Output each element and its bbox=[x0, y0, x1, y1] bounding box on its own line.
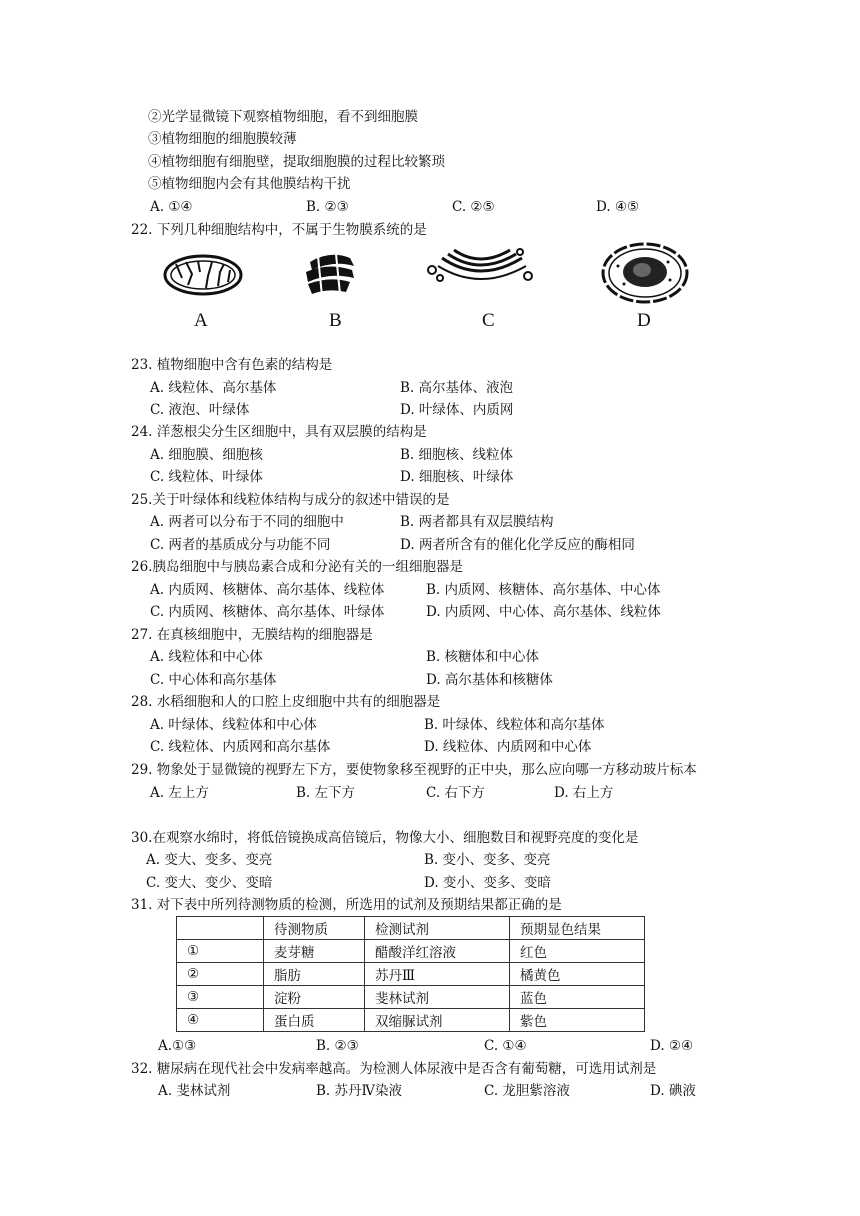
table-cell: 红色 bbox=[510, 940, 645, 963]
table-row bbox=[177, 963, 645, 986]
q26-option-d: D. 内质网、中心体、高尔基体、线粒体 bbox=[426, 604, 661, 620]
q30-option-a: A. 变大、变多、变亮 bbox=[146, 852, 273, 868]
q29-stem: 29. 物象处于显微镜的视野左下方，要使物象移至视野的正中央，那么应向哪一方移动玻片标本 bbox=[131, 762, 697, 778]
table-cell: 苏丹Ⅲ bbox=[365, 963, 510, 986]
q21-option-d: D. ④⑤ bbox=[596, 199, 640, 215]
q30-option-c: C. 变大、变少、变暗 bbox=[146, 875, 273, 891]
q21-item-3: ③植物细胞的细胞膜较薄 bbox=[148, 131, 297, 147]
q23-option-b: B. 高尔基体、液泡 bbox=[400, 380, 514, 396]
q28-option-b: B. 叶绿体、线粒体和高尔基体 bbox=[424, 717, 605, 733]
table-cell: ① bbox=[177, 940, 264, 963]
q27-stem: 27. 在真核细胞中，无膜结构的细胞器是 bbox=[131, 627, 373, 643]
table-row bbox=[177, 986, 645, 1009]
reagent-table bbox=[176, 916, 645, 1032]
q31-option-d: D. ②④ bbox=[650, 1038, 694, 1054]
table-cell: 淀粉 bbox=[264, 986, 365, 1009]
table-header-cell: 检测试剂 bbox=[365, 917, 510, 940]
table-cell: 橘黄色 bbox=[510, 963, 645, 986]
figure-label-d: D bbox=[637, 310, 651, 331]
q21-item-5: ⑤植物细胞内会有其他膜结构干扰 bbox=[148, 176, 351, 192]
q21-option-b: B. ②③ bbox=[306, 199, 349, 215]
q25-option-b: B. 两者都具有双层膜结构 bbox=[400, 514, 554, 530]
q24-option-a: A. 细胞膜、细胞核 bbox=[150, 447, 263, 463]
q27-option-b: B. 核糖体和中心体 bbox=[426, 649, 540, 665]
q26-option-a: A. 内质网、核糖体、高尔基体、线粒体 bbox=[150, 582, 385, 598]
q29-option-c: C. 右下方 bbox=[426, 785, 485, 801]
q26-option-c: C. 内质网、核糖体、高尔基体、叶绿体 bbox=[150, 604, 385, 620]
q31-option-c: C. ①④ bbox=[484, 1038, 527, 1054]
q26-option-b: B. 内质网、核糖体、高尔基体、中心体 bbox=[426, 582, 661, 598]
q29-option-d: D. 右上方 bbox=[554, 785, 614, 801]
q21-item-4: ④植物细胞有细胞壁，提取细胞膜的过程比较繁琐 bbox=[148, 154, 445, 170]
q32-option-a: A. 斐林试剂 bbox=[158, 1083, 231, 1099]
q31-option-a: A.①③ bbox=[158, 1038, 197, 1054]
q21-item-2: ②光学显微镜下观察植物细胞，看不到细胞膜 bbox=[148, 109, 418, 125]
q28-option-a: A. 叶绿体、线粒体和中心体 bbox=[150, 717, 317, 733]
q23-stem: 23. 植物细胞中含有色素的结构是 bbox=[131, 357, 333, 373]
mitochondrion-figure bbox=[162, 252, 244, 298]
q21-option-c: C. ②⑤ bbox=[452, 199, 495, 215]
q22-stem: 22. 下列几种细胞结构中，不属于生物膜系统的是 bbox=[131, 222, 427, 238]
q32-option-c: C. 龙胆紫溶液 bbox=[484, 1083, 570, 1099]
q23-option-d: D. 叶绿体、内质网 bbox=[400, 402, 514, 418]
table-cell: ② bbox=[177, 963, 264, 986]
q24-option-d: D. 细胞核、叶绿体 bbox=[400, 469, 514, 485]
table-row bbox=[177, 940, 645, 963]
q32-stem: 32. 糖尿病在现代社会中发病率越高。为检测人体尿液中是否含有葡萄糖，可选用试剂是 bbox=[131, 1061, 657, 1077]
q25-option-c: C. 两者的基质成分与功能不同 bbox=[150, 537, 331, 553]
q31-stem: 31. 对下表中所列待测物质的检测，所选用的试剂及预期结果都正确的是 bbox=[131, 897, 562, 913]
q30-stem: 30.在观察水绵时，将低倍镜换成高倍镜后，物像大小、细胞数目和视野亮度的变化是 bbox=[131, 830, 639, 846]
q27-option-a: A. 线粒体和中心体 bbox=[150, 649, 263, 665]
q24-option-c: C. 线粒体、叶绿体 bbox=[150, 469, 263, 485]
q21-option-a: A. ①④ bbox=[150, 199, 193, 215]
table-cell: 蓝色 bbox=[510, 986, 645, 1009]
figure-label-b: B bbox=[329, 310, 342, 331]
table-header-cell bbox=[177, 917, 264, 940]
table-header-cell: 待测物质 bbox=[264, 917, 365, 940]
q25-option-a: A. 两者可以分布于不同的细胞中 bbox=[150, 514, 344, 530]
q27-option-d: D. 高尔基体和核糖体 bbox=[426, 672, 553, 688]
q28-stem: 28. 水稻细胞和人的口腔上皮细胞中共有的细胞器是 bbox=[131, 694, 441, 710]
table-header-row bbox=[177, 917, 645, 940]
table-row bbox=[177, 1009, 645, 1032]
table-cell: 醋酸洋红溶液 bbox=[365, 940, 510, 963]
figure-label-c: C bbox=[482, 310, 495, 331]
q25-option-d: D. 两者所含有的催化化学反应的酶相同 bbox=[400, 537, 635, 553]
q32-option-d: D. 碘液 bbox=[650, 1083, 696, 1099]
nucleus-figure bbox=[598, 240, 692, 306]
q25-stem: 25.关于叶绿体和线粒体结构与成分的叙述中错误的是 bbox=[131, 492, 450, 508]
q24-stem: 24. 洋葱根尖分生区细胞中，具有双层膜的结构是 bbox=[131, 424, 427, 440]
q30-option-d: D. 变小、变多、变暗 bbox=[424, 875, 551, 891]
q31-option-b: B. ②③ bbox=[316, 1038, 359, 1054]
q29-option-a: A. 左上方 bbox=[150, 785, 209, 801]
q27-option-c: C. 中心体和高尔基体 bbox=[150, 672, 277, 688]
q24-option-b: B. 细胞核、线粒体 bbox=[400, 447, 514, 463]
table-cell: 麦芽糖 bbox=[264, 940, 365, 963]
table-cell: ③ bbox=[177, 986, 264, 1009]
figure-label-a: A bbox=[194, 310, 208, 331]
q26-stem: 26.胰岛细胞中与胰岛素合成和分泌有关的一组细胞器是 bbox=[131, 559, 463, 575]
table-cell: 脂肪 bbox=[264, 963, 365, 986]
q23-option-a: A. 线粒体、高尔基体 bbox=[150, 380, 277, 396]
chloroplast-figure bbox=[300, 248, 360, 300]
table-cell: 紫色 bbox=[510, 1009, 645, 1032]
q28-option-c: C. 线粒体、内质网和高尔基体 bbox=[150, 739, 331, 755]
table-header-cell: 预期显色结果 bbox=[510, 917, 645, 940]
q29-option-b: B. 左下方 bbox=[296, 785, 356, 801]
table-cell: 斐林试剂 bbox=[365, 986, 510, 1009]
table-cell: 双缩脲试剂 bbox=[365, 1009, 510, 1032]
q23-option-c: C. 液泡、叶绿体 bbox=[150, 402, 250, 418]
table-cell: 蛋白质 bbox=[264, 1009, 365, 1032]
table-cell: ④ bbox=[177, 1009, 264, 1032]
q28-option-d: D. 线粒体、内质网和中心体 bbox=[424, 739, 592, 755]
golgi-figure bbox=[424, 244, 536, 292]
q32-option-b: B. 苏丹Ⅳ染液 bbox=[316, 1083, 402, 1099]
q30-option-b: B. 变小、变多、变亮 bbox=[424, 852, 551, 868]
